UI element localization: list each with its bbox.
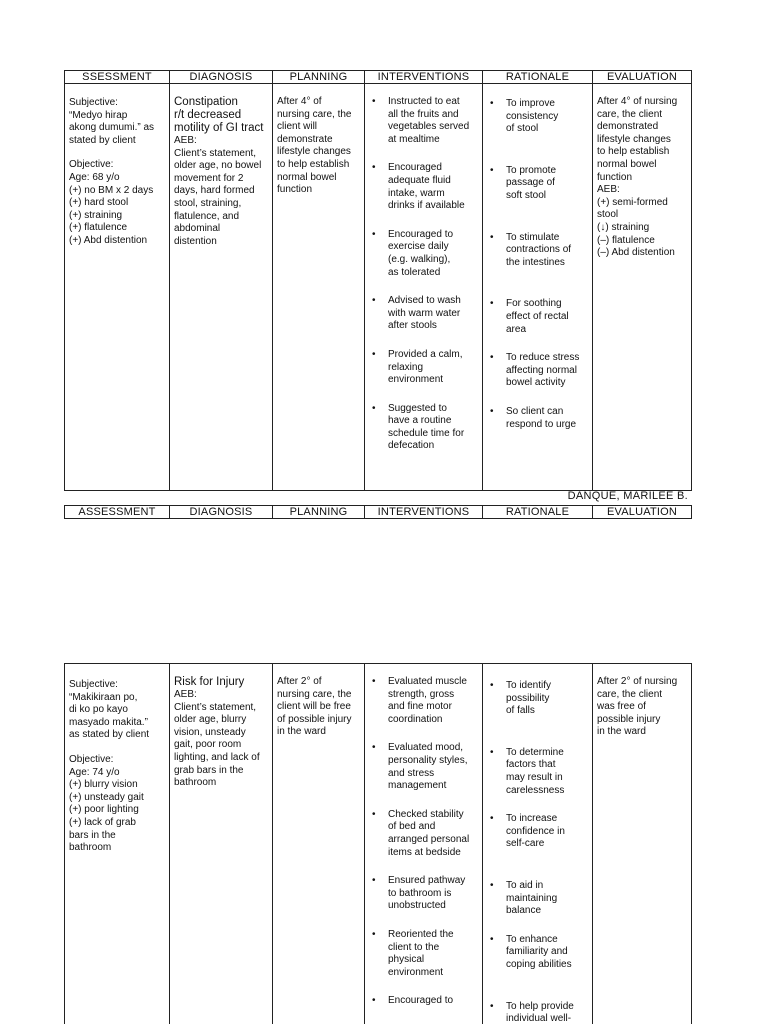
header-planning: PLANNING — [273, 71, 365, 83]
intervention-item: • Evaluated muscle strength, gross and fine motor coordination — [369, 676, 478, 726]
planning-text: After 4° of nursing care, the client will demonstrate lifestyle changes to help establish normal bowel function — [277, 96, 352, 196]
header-evaluation: EVALUATION — [606, 71, 678, 83]
planning-cell — [273, 664, 365, 1024]
assessment-cell — [65, 84, 170, 490]
diagnosis-title: Risk for Injury — [174, 676, 245, 688]
intervention-item: • Provided a calm, relaxing environment — [369, 349, 478, 387]
rationale-item: • To determine factors that may result in carelessness — [487, 747, 588, 797]
header-rationale: RATIONALE — [483, 506, 593, 518]
intervention-item: • Reoriented the client to the physical environment — [369, 929, 478, 979]
objective-line: (+) blurry vision — [69, 779, 138, 791]
objective-line: Age: 68 y/o — [69, 171, 120, 183]
objective-line: (+) lack of grab bars in the bathroom — [69, 816, 136, 854]
planning-text: After 2° of nursing care, the client will be free of possible injury in the ward — [277, 676, 352, 738]
header-diagnosis: DIAGNOSIS — [170, 506, 273, 518]
header-assessment: ASSESSMENT — [65, 506, 170, 518]
rationale-list — [487, 98, 588, 431]
rationale-item: • To stimulate contractions of the intestines — [487, 232, 588, 270]
evaluation-line: (–) flatulence — [597, 234, 655, 246]
intervention-item: • Evaluated mood, personality styles, and stress management — [369, 742, 478, 792]
objective-line: (+) flatulence — [69, 222, 128, 234]
diagnosis-title: Constipation r/t decreased motility of GI tract — [174, 96, 264, 134]
rationale-item: • To aid in maintaining balance — [487, 880, 588, 918]
subjective-text: “Medyo hirap akong dumumi.” as stated by client — [69, 109, 155, 146]
diagnosis-aeb: AEB: — [174, 135, 197, 146]
intervention-item: • Encouraged adequate fluid intake, warm drinks if available — [369, 162, 478, 212]
evaluation-text: After 2° of nursing care, the client was free of possible injury in the ward — [597, 676, 678, 738]
objective-line: (+) no BM x 2 days — [69, 184, 154, 196]
intervention-item: • Encouraged to exercise daily (e.g. walking), as tolerated — [369, 229, 478, 279]
subjective-label: Subjective: — [69, 97, 118, 108]
objective-label: Objective: — [69, 159, 114, 171]
evaluation-line: (↓) straining — [597, 221, 650, 233]
rationale-cell — [483, 84, 593, 490]
rationale-item: • So client can respond to urge — [487, 406, 588, 431]
assessment-cell — [65, 664, 170, 1024]
rationale-item: • For soothing effect of rectal area — [487, 298, 588, 336]
evaluation-line: (+) semi-formed stool — [597, 196, 668, 221]
objective-line: (+) poor lighting — [69, 804, 139, 816]
evaluation-cell — [593, 84, 691, 490]
rationale-item: • To reduce stress affecting normal bowel activity — [487, 352, 588, 390]
intervention-item: • Suggested to have a routine schedule time for defecation — [369, 403, 478, 453]
evaluation-text: After 4° of nursing care, the client demonstrated lifestyle changes to help establish normal bowel function — [597, 96, 678, 183]
objective-line: (+) hard stool — [69, 197, 129, 209]
evaluation-cell — [593, 664, 691, 1024]
intervention-item: • Advised to wash with warm water after stools — [369, 295, 478, 333]
interventions-cell — [365, 84, 483, 490]
diagnosis-text: Client’s statement, older age, blurry vision, unsteady gait, poor room lighting, and lack of grab bars in the bathroom — [174, 701, 260, 789]
rationale-item: • To improve consistency of stool — [487, 98, 588, 136]
evaluation-line: (–) Abd distention — [597, 247, 675, 259]
table1-body — [64, 84, 692, 491]
evaluation-aeb: AEB: — [597, 184, 620, 196]
objective-line: (+) Abd distention — [69, 234, 148, 246]
diagnosis-cell — [170, 84, 273, 490]
intervention-item: • Ensured pathway to bathroom is unobstructed — [369, 875, 478, 913]
header-interventions: INTERVENTIONS — [365, 506, 483, 518]
rationale-item: • To enhance familiarity and coping abilities — [487, 934, 588, 972]
interventions-list — [369, 676, 478, 1008]
header-diagnosis: DIAGNOSIS — [170, 71, 273, 83]
objective-line: (+) straining — [69, 209, 123, 221]
header-assessment: SSESSMENT — [65, 71, 170, 83]
objective-label: Objective: — [69, 753, 114, 765]
rationale-cell — [483, 664, 593, 1024]
intervention-item: • Instructed to eat all the fruits and vegetables served at mealtime — [369, 96, 478, 146]
objective-line: Age: 74 y/o — [69, 766, 120, 778]
table1-header-row — [64, 70, 692, 84]
intervention-item: • Checked stability of bed and arranged personal items at bedside — [369, 809, 478, 859]
header-evaluation: EVALUATION — [606, 506, 678, 518]
table2-header-row — [64, 505, 692, 519]
interventions-cell — [365, 664, 483, 1024]
diagnosis-text: Client’s statement, older age, no bowel movement for 2 days, hard formed stool, straining, flatulence, and abdominal distention — [174, 147, 262, 247]
rationale-item: • To promote passage of soft stool — [487, 165, 588, 203]
subjective-text: “Makikiraan po, di ko po kayo masyado makita.” as stated by client — [69, 691, 150, 741]
rationale-item: • To help provide individual well- — [487, 1001, 588, 1026]
table2-body — [64, 663, 692, 1024]
intervention-item: • Encouraged to — [369, 995, 478, 1008]
diagnosis-cell — [170, 664, 273, 1024]
planning-cell — [273, 84, 365, 490]
author-name: DANQUE, MARILEE B. — [567, 490, 688, 502]
header-interventions: INTERVENTIONS — [365, 71, 483, 83]
subjective-label: Subjective: — [69, 679, 118, 690]
header-rationale: RATIONALE — [483, 71, 593, 83]
interventions-list — [369, 96, 478, 453]
rationale-item: • To identify possibility of falls — [487, 680, 588, 718]
rationale-item: • To increase confidence in self-care — [487, 813, 588, 851]
diagnosis-aeb: AEB: — [174, 689, 197, 700]
header-planning: PLANNING — [273, 506, 365, 518]
rationale-list — [487, 680, 588, 1026]
objective-line: (+) unsteady gait — [69, 791, 144, 803]
